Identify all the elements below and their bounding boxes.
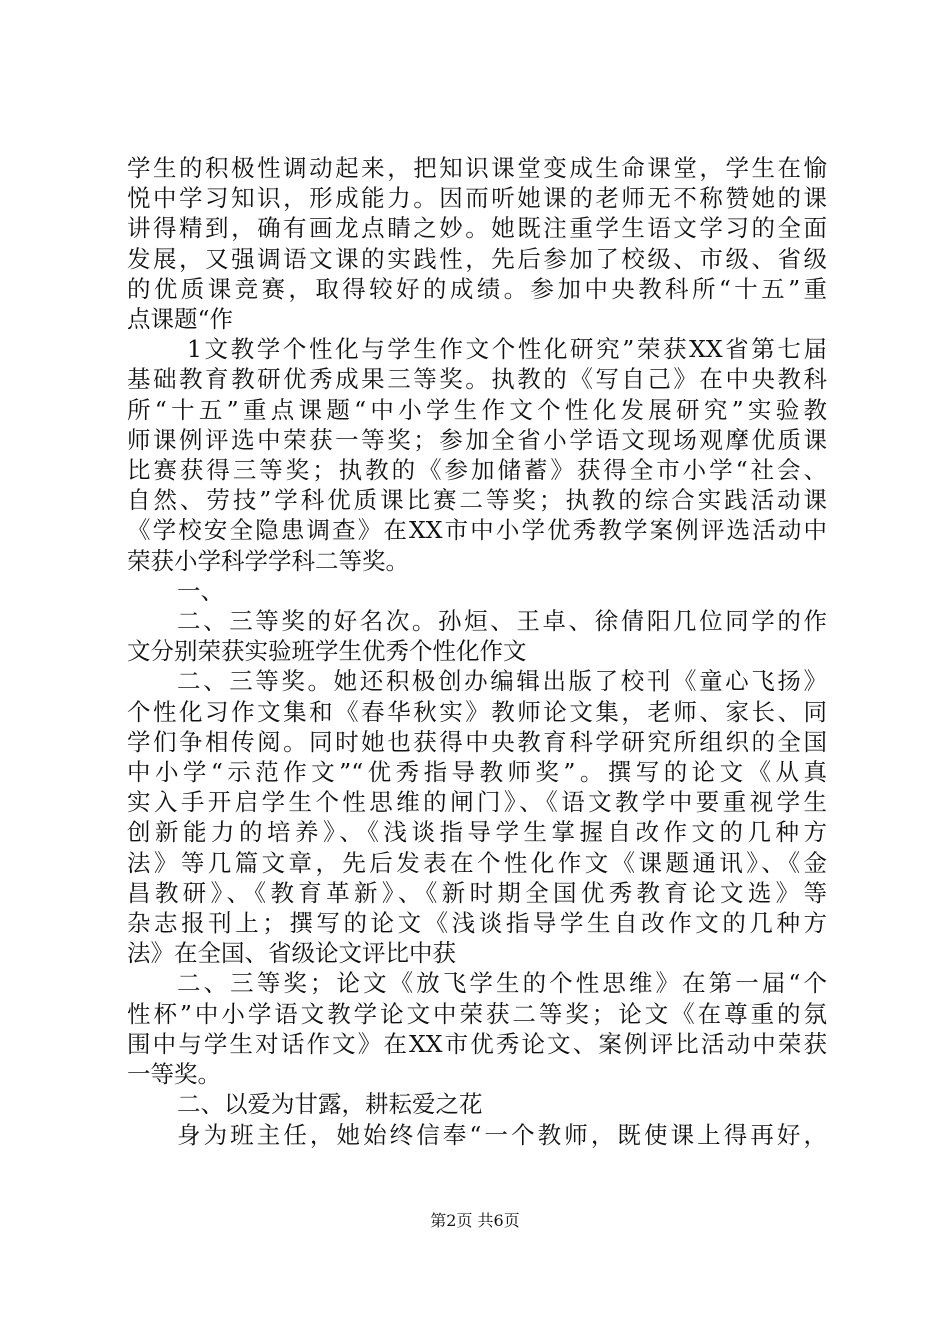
text-line: 发展，又强调语文课的实践性，先后参加了校级、市级、省级 <box>127 244 827 273</box>
text-line: 学们争相传阅。同时她也获得中央教育科学研究所组织的全国 <box>127 727 827 756</box>
text-line: 二、三等奖的好名次。孙烜、王卓、徐倩阳几位同学的作 <box>177 607 827 636</box>
page-number-footer: 第2页 共6页 <box>430 1211 520 1230</box>
text-line: 《学校安全隐患调查》在XX市中小学优秀教学案例评选活动中 <box>127 516 827 545</box>
text-line: 昌教研》、《教育革新》、《新时期全国优秀教育论文选》等 <box>127 878 827 907</box>
text-line: 中小学“示范作文”“优秀指导教师奖”。撰写的论文《从真 <box>127 758 827 787</box>
text-line: 实入手开启学生个性思维的闸门》、《语文教学中要重视学生 <box>127 788 827 817</box>
text-line: 创新能力的培养》、《浅谈指导学生掌握自改作文的几种方 <box>127 818 827 847</box>
text-line: 个性化习作文集和《春华秋实》教师论文集，老师、家长、同 <box>127 697 827 726</box>
text-line: 基础教育教研优秀成果三等奖。执教的《写自己》在中央教科 <box>127 365 827 394</box>
text-line: 所“十五”重点课题“中小学生作文个性化发展研究”实验教 <box>127 395 827 424</box>
text-line: 讲得精到，确有画龙点睛之妙。她既注重学生语文学习的全面 <box>127 214 827 243</box>
text-line: 法》在全国、省级论文评比中获 <box>127 939 456 968</box>
text-line: 一、 <box>177 576 224 605</box>
text-line: 一等奖。 <box>127 1060 221 1089</box>
text-line: 1文教学个性化与学生作文个性化研究”荣获XX省第七届 <box>187 335 827 364</box>
section-heading: 二、以爱为甘露，耕耘爱之花 <box>177 1090 483 1119</box>
text-line: 文分别荣获实验班学生优秀个性化作文 <box>127 637 527 666</box>
text-line: 二、三等奖。她还积极创办编辑出版了校刊《童心飞扬》 <box>177 667 827 696</box>
text-line: 法》等几篇文章，先后发表在个性化作文《课题通讯》、《金 <box>127 848 827 877</box>
text-line: 学生的积极性调动起来，把知识课堂变成生命课堂，学生在愉 <box>127 154 827 182</box>
text-line: 的优质课竞赛，取得较好的成绩。参加中央教科所“十五”重 <box>127 274 827 303</box>
text-line: 自然、劳技”学科优质课比赛二等奖；执教的综合实践活动课 <box>127 486 827 515</box>
text-line: 杂志报刊上；撰写的论文《浅谈指导学生自改作文的几种方 <box>127 909 827 938</box>
text-line: 点课题“作 <box>127 305 234 334</box>
text-line: 身为班主任，她始终信奉“一个教师，既使课上得再好， <box>177 1120 827 1149</box>
document-body <box>127 153 827 1150</box>
text-line: 二、三等奖；论文《放飞学生的个性思维》在第一届“个 <box>177 969 827 998</box>
text-line: 师课例评选中荣获一等奖；参加全省小学语文现场观摩优质课 <box>127 425 827 454</box>
text-line: 比赛获得三等奖；执教的《参加储蓄》获得全市小学“社会、 <box>127 456 827 485</box>
text-line: 悦中学习知识，形成能力。因而听她课的老师无不称赞她的课 <box>127 184 827 213</box>
text-line: 围中与学生对话作文》在XX市优秀论文、案例评比活动中荣获 <box>127 1029 827 1058</box>
text-line: 荣获小学科学学科二等奖。 <box>127 546 409 575</box>
text-line: 性杯”中小学语文教学论文中荣获二等奖；论文《在尊重的氛 <box>127 999 827 1028</box>
